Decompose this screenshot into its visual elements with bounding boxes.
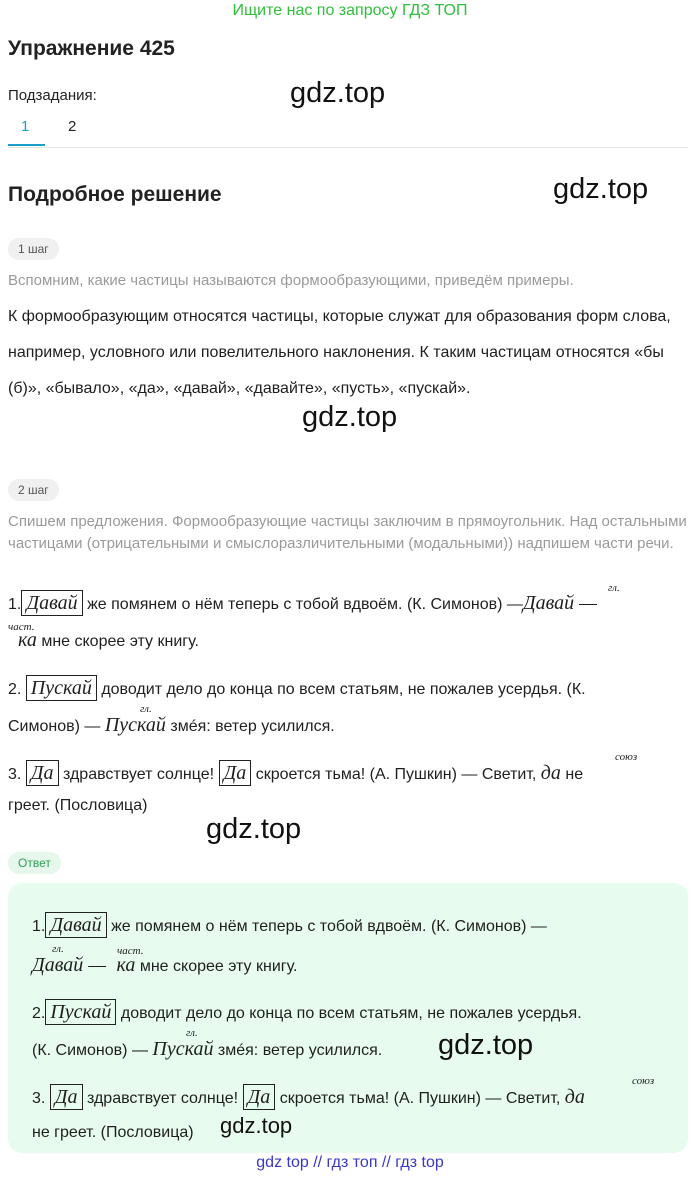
answer-sentence-1-cont xyxy=(32,954,682,977)
answer-sentence-3-cont xyxy=(32,1124,222,1142)
formative-particle-box: Да xyxy=(50,1084,83,1110)
pos-mark: част. xyxy=(8,621,35,633)
sentence-text: змéя: ветер усилился. xyxy=(170,718,335,735)
watermark: gdz.top xyxy=(553,173,649,205)
sentence-number: 3. xyxy=(32,1090,46,1107)
sentence-text: доводит дело до конца по всем статьям, не пожалев усердья. xyxy=(120,1005,582,1022)
marked-word: Давай — xyxy=(522,592,597,614)
answer-badge: Ответ xyxy=(8,852,61,874)
marked-word: Пускай xyxy=(152,1038,214,1060)
sentence-2 xyxy=(8,675,688,701)
sentence-number: 2. xyxy=(8,681,22,698)
formative-particle-box: Да xyxy=(243,1084,276,1110)
answer-sentence-2-cont xyxy=(32,1038,432,1061)
sentence-number: 2. xyxy=(32,1005,46,1022)
subtasks-label: Подзадания: xyxy=(8,87,97,104)
sentence-text: змéя: ветер усилился. xyxy=(217,1042,383,1059)
marked-word: да xyxy=(564,1086,585,1108)
sentence-text: мне скорее эту книгу. xyxy=(41,633,199,650)
marked-word: ка xyxy=(18,629,37,651)
step-hint: Спишем предложения. Формообразующие частицы заключим в прямоугольник. Над остальными частицами (отрицательными и смыслоразличительными (модальными)) надпишем части речи. xyxy=(8,513,687,552)
watermark: gdz.top xyxy=(438,1029,534,1061)
marked-word: Давай — xyxy=(32,954,107,976)
sentence-text: Симонов) — xyxy=(8,718,101,735)
search-banner[interactable]: Ищите нас по запросу ГДЗ ТОП xyxy=(232,2,468,19)
answer-sentence-1 xyxy=(32,912,682,938)
step-badge: 2 шаг xyxy=(8,479,59,501)
answer-sentence-2 xyxy=(32,999,682,1025)
formative-particle-box: Пускай xyxy=(26,675,97,701)
watermark: gdz.top xyxy=(206,813,302,845)
tab-subtask-1[interactable]: 1 xyxy=(21,118,30,135)
watermark: gdz.top xyxy=(302,401,398,433)
divider xyxy=(8,147,688,148)
sentence-text: скроется тьма! (А. Пушкин) — Светит, xyxy=(255,766,537,783)
sentence-number: 3. xyxy=(8,766,22,783)
sentence-text: доводит дело до конца по всем статьям, не пожалев усердья. (К. xyxy=(101,681,586,698)
sentence-number: 1. xyxy=(8,596,22,613)
sentence-text: же помянем о нём теперь с тобой вдвоём. (К. Симонов) — xyxy=(111,918,547,935)
formative-particle-box: Да xyxy=(26,760,59,786)
formative-particle-box: Давай xyxy=(45,912,106,938)
pos-mark: гл. xyxy=(608,582,620,594)
answer-sentence-3 xyxy=(32,1084,682,1110)
marked-word: да xyxy=(540,762,561,784)
pos-mark: союз xyxy=(615,751,638,763)
sentence-text: не xyxy=(565,766,584,783)
sentence-1-cont xyxy=(8,629,688,652)
pos-mark: гл. xyxy=(52,943,64,955)
tab-subtask-2[interactable]: 2 xyxy=(68,118,77,135)
pos-mark: част. xyxy=(117,945,144,957)
sentence-text: греет. (Пословица) xyxy=(8,797,148,814)
watermark: gdz.top xyxy=(290,77,386,109)
sentence-1 xyxy=(8,590,688,616)
sentence-text: скроется тьма! (А. Пушкин) — Светит, xyxy=(279,1090,561,1107)
marked-word: Пускай xyxy=(104,714,166,736)
sentence-text: мне скорее эту книгу. xyxy=(139,958,298,975)
formative-particle-box: Давай xyxy=(21,590,82,616)
sentence-number: 1. xyxy=(32,918,46,935)
sentence-3 xyxy=(8,760,688,786)
marked-word: ка xyxy=(116,954,136,976)
active-tab-indicator xyxy=(8,144,45,146)
step-hint: Вспомним, какие частицы называются формообразующими, приведём примеры. xyxy=(8,272,574,289)
formative-particle-box: Пускай xyxy=(45,999,116,1025)
watermark: gdz.top xyxy=(220,1113,293,1138)
sentence-2-cont xyxy=(8,714,688,737)
step-text: К формообразующим относятся частицы, которые служат для образования форм слова, например, условного или повелительного наклонения. К таким частицам относятся «бы (б)», «бывало», «да», «давай», «давайте», «пусть», «пускай». xyxy=(8,308,671,397)
pos-mark: гл. xyxy=(140,703,152,715)
sentence-text: (К. Симонов) — xyxy=(32,1042,148,1059)
sentence-3-cont xyxy=(8,797,688,815)
sentence-text: здравствует солнце! xyxy=(62,766,215,783)
sentence-text: же помянем о нём теперь с тобой вдвоём. (К. Симонов) — xyxy=(87,596,523,613)
footer-links[interactable]: gdz top // гдз топ // гдз top xyxy=(256,1154,444,1171)
formative-particle-box: Да xyxy=(219,760,252,786)
step-badge: 1 шаг xyxy=(8,238,59,260)
pos-mark: гл. xyxy=(186,1027,198,1039)
pos-mark: союз xyxy=(632,1075,655,1087)
sentence-text: здравствует солнце! xyxy=(86,1090,239,1107)
exercise-title: Упражнение 425 xyxy=(8,37,175,60)
sentence-text: не греет. (Пословица) xyxy=(32,1124,194,1141)
section-title: Подробное решение xyxy=(8,183,222,206)
